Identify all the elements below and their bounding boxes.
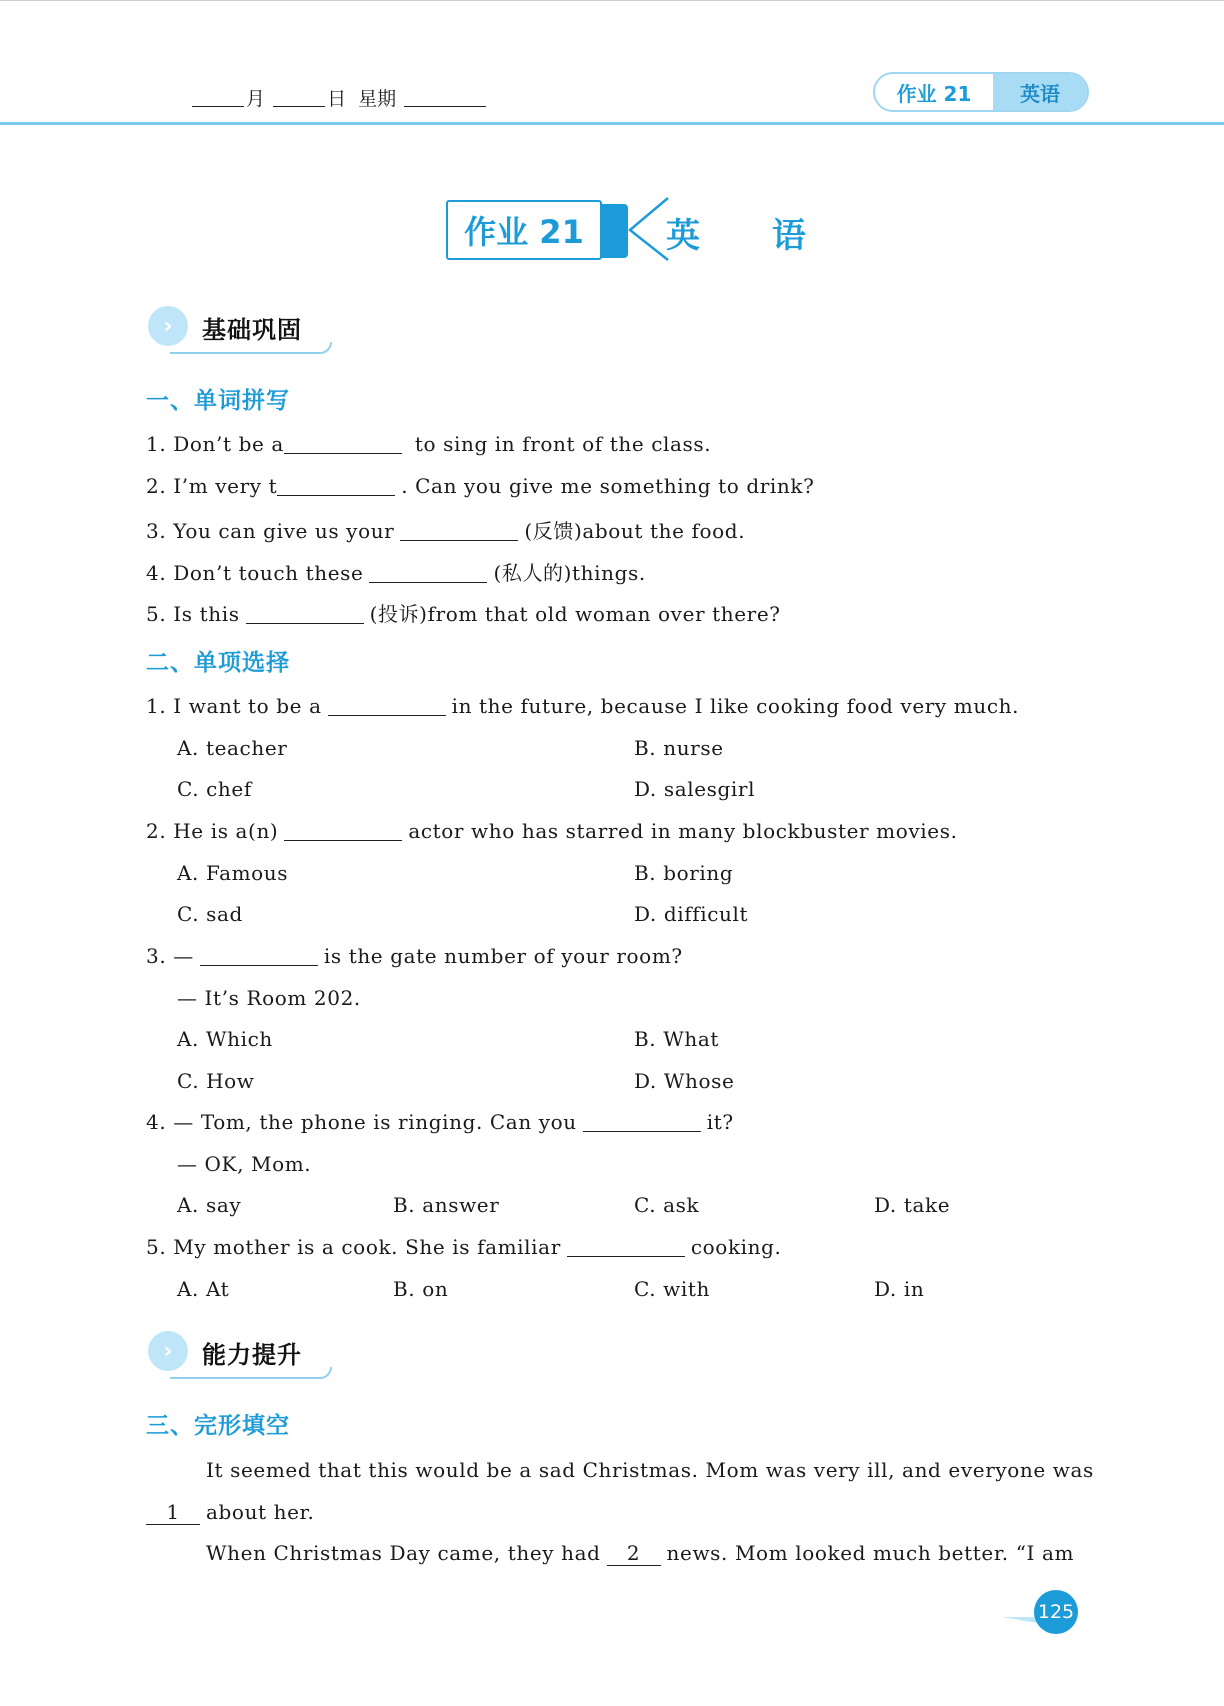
answer-blank[interactable] (400, 539, 518, 541)
answer-blank[interactable] (284, 452, 402, 454)
part2-heading: 二、单项选择 (146, 650, 290, 676)
weekday-label: 星期 (358, 88, 397, 110)
header-divider (0, 122, 1224, 125)
cloze-line-1: It seemed that this would be a sad Christmas. Mom was very ill, and everyone was (206, 1458, 1094, 1482)
option-d[interactable]: D. Whose (634, 1069, 735, 1093)
option-c[interactable]: C. How (177, 1069, 255, 1093)
option-d[interactable]: D. in (874, 1277, 925, 1301)
option-a[interactable]: A. Which (177, 1027, 273, 1051)
option-b[interactable]: B. What (634, 1027, 720, 1051)
day-blank[interactable] (273, 105, 325, 107)
section-badge-advanced (144, 1325, 334, 1379)
page-title: 作业 21 (446, 200, 602, 260)
answer-blank[interactable] (328, 714, 446, 716)
section-badge-label: 基础巩固 (202, 316, 302, 344)
answer-blank[interactable] (369, 581, 487, 583)
choice-question-4: 4. — Tom, the phone is ringing. Can you it? (146, 1110, 734, 1134)
top-border (0, 0, 1224, 1)
option-c[interactable]: C. ask (634, 1193, 700, 1217)
spelling-item-2: 2. I’m very t . Can you give me something to drink? (146, 474, 815, 498)
header-badge (873, 72, 1089, 112)
answer-blank[interactable] (567, 1255, 685, 1257)
answer-blank[interactable] (583, 1130, 701, 1132)
choice-question-1: 1. I want to be a in the future, because I like cooking food very much. (146, 694, 1020, 718)
month-blank[interactable] (192, 105, 244, 107)
spelling-item-1: 1. Don’t be a to sing in front of the class. (146, 432, 712, 456)
title-subject: 英 语 (666, 216, 836, 256)
option-b[interactable]: B. answer (393, 1193, 500, 1217)
option-c[interactable]: C. sad (177, 902, 243, 926)
option-a[interactable]: A. At (177, 1277, 230, 1301)
cloze-blank-2[interactable]: 2 (607, 1541, 661, 1566)
cloze-line-3: When Christmas Day came, they had 2 news. Mom looked much better. “I am (206, 1541, 1075, 1565)
option-a[interactable]: A. teacher (177, 736, 288, 760)
spelling-item-5: 5. Is this (投诉)from that old woman over there? (146, 602, 781, 626)
option-d[interactable]: D. salesgirl (634, 777, 756, 801)
spelling-item-3: 3. You can give us your (反馈)about the food. (146, 519, 746, 543)
spelling-item-4: 4. Don’t touch these (私人的)things. (146, 561, 646, 585)
month-label: 月 (246, 88, 266, 110)
option-c[interactable]: C. with (634, 1277, 710, 1301)
option-b[interactable]: B. on (393, 1277, 449, 1301)
header-assignment: 作业 21 (896, 81, 972, 106)
badge-underline (170, 1367, 332, 1379)
option-b[interactable]: B. boring (634, 861, 734, 885)
choice-question-5: 5. My mother is a cook. She is familiar cooking. (146, 1235, 782, 1259)
title-bracket-icon (626, 196, 670, 264)
cloze-blank-1[interactable]: 1 (146, 1500, 200, 1525)
section-badge-label: 能力提升 (202, 1341, 302, 1369)
date-fields (190, 84, 488, 111)
dialogue-reply: — It’s Room 202. (177, 986, 361, 1010)
choice-question-3: 3. — is the gate number of your room? (146, 944, 683, 968)
part3-heading: 三、完形填空 (146, 1413, 290, 1439)
cloze-line-2: 1 about her. (146, 1500, 314, 1525)
day-label: 日 (327, 88, 347, 110)
page-number: 125 (1034, 1590, 1078, 1634)
answer-blank[interactable] (200, 964, 318, 966)
option-c[interactable]: C. chef (177, 777, 252, 801)
answer-blank[interactable] (284, 839, 402, 841)
section-badge-basic (144, 300, 334, 354)
option-b[interactable]: B. nurse (634, 736, 724, 760)
weekday-blank[interactable] (404, 105, 486, 107)
dialogue-reply: — OK, Mom. (177, 1152, 312, 1176)
header-subject: 英语 (993, 74, 1087, 110)
title-tab (602, 204, 628, 258)
option-a[interactable]: A. Famous (177, 861, 289, 885)
option-d[interactable]: D. take (874, 1193, 951, 1217)
badge-underline (170, 342, 332, 354)
choice-question-2: 2. He is a(n) actor who has starred in many blockbuster movies. (146, 819, 958, 843)
option-d[interactable]: D. difficult (634, 902, 749, 926)
chevron-right-icon: › (148, 1331, 188, 1371)
option-a[interactable]: A. say (177, 1193, 242, 1217)
answer-blank[interactable] (246, 622, 364, 624)
answer-blank[interactable] (277, 494, 395, 496)
part1-heading: 一、单词拼写 (146, 388, 290, 414)
chevron-right-icon: › (148, 306, 188, 346)
